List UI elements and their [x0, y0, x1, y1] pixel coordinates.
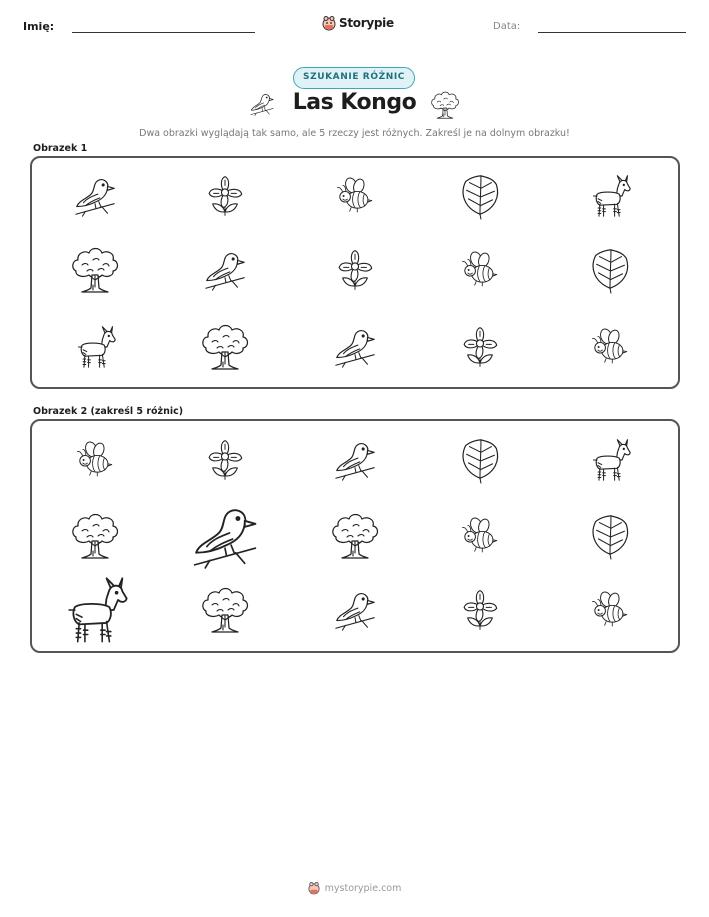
brand-name: Storypie: [339, 16, 394, 30]
picture-2-label: Obrazek 2 (zakreśl 5 różnic): [33, 406, 184, 417]
picture-2-flower-icon: [203, 438, 247, 482]
picture-1-leaf-icon: [586, 246, 634, 294]
picture-1-label: Obrazek 1: [33, 143, 88, 154]
picture-2-bee-icon: [591, 591, 629, 629]
instructions: Dwa obrazki wyglądają tak samo, ale 5 rzeczy jest różnych. Zakreśl je na dolnym obrazku!: [139, 128, 570, 139]
page-title: Las Kongo: [292, 90, 417, 115]
picture-1-tree-icon: [200, 322, 250, 372]
picture-1-flower-icon: [458, 325, 502, 369]
date-field-line[interactable]: [538, 32, 686, 33]
picture-1-okapi-icon: [72, 324, 118, 370]
brand-logo: [322, 13, 394, 33]
picture-1-bird-icon: [201, 246, 249, 294]
picture-1-bee-icon: [461, 251, 499, 289]
picture-1-bird-icon: [331, 323, 379, 371]
picture-1-leaf-icon: [456, 172, 504, 220]
footer-url: mystorypie.com: [324, 882, 402, 894]
storypie-mascot-icon: [308, 881, 320, 895]
picture-2-leaf-icon: [456, 436, 504, 484]
picture-1-tree-icon: [70, 245, 120, 295]
picture-2-bird-icon: [187, 498, 263, 574]
picture-2-leaf-icon: [586, 512, 634, 560]
title-tree-icon: [430, 90, 460, 120]
picture-1-flower-icon: [203, 174, 247, 218]
picture-2-bee-icon: [461, 517, 499, 555]
name-field-line[interactable]: [72, 32, 255, 33]
picture-1-bee-icon: [336, 177, 374, 215]
picture-1-okapi-icon: [587, 173, 633, 219]
picture-2-okapi-icon: [59, 574, 131, 646]
picture-2-tree-icon: [70, 511, 120, 561]
storypie-mascot-icon: [322, 15, 336, 31]
date-label: Data:: [493, 21, 521, 32]
picture-2-bee-icon: [76, 441, 114, 479]
footer: [0, 879, 709, 897]
picture-2-okapi-icon: [587, 437, 633, 483]
picture-1-bird-icon: [71, 172, 119, 220]
picture-1-bee-icon: [591, 328, 629, 366]
picture-2-bird-icon: [331, 586, 379, 634]
picture-1-flower-icon: [333, 248, 377, 292]
picture-2-tree-icon: [330, 511, 380, 561]
picture-2-flower-icon: [458, 588, 502, 632]
activity-badge: SZUKANIE RÓŻNIC: [293, 67, 415, 89]
picture-2-tree-icon: [200, 585, 250, 635]
name-label: Imię:: [23, 20, 55, 33]
picture-2-bird-icon: [331, 436, 379, 484]
header: [0, 0, 709, 40]
